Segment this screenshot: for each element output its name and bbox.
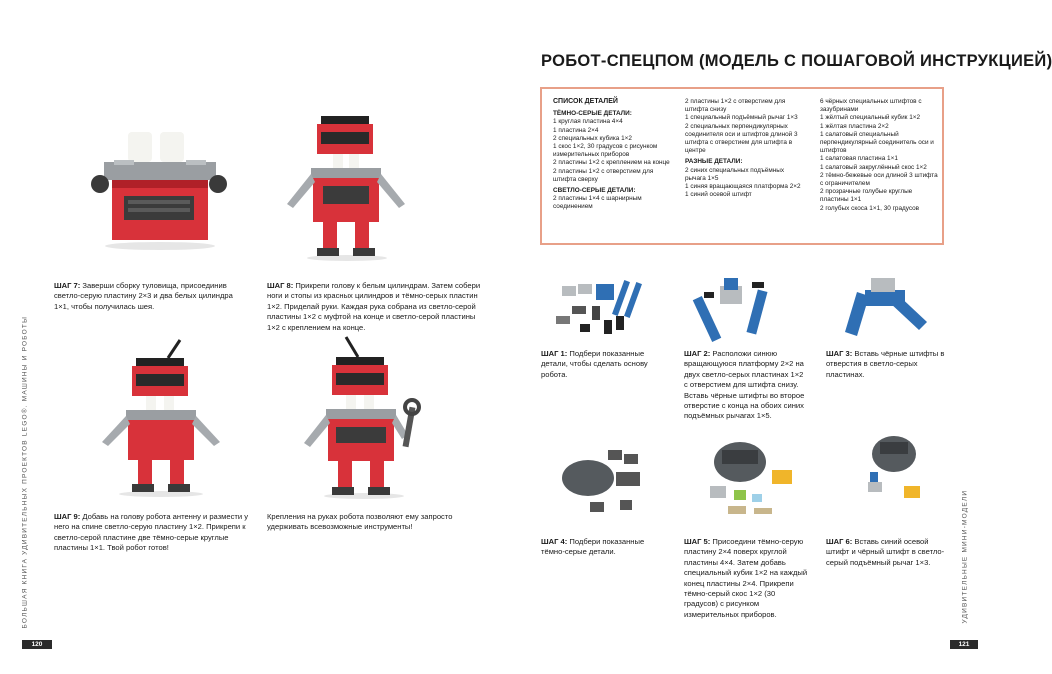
- step4-text: [541, 537, 661, 558]
- step8-image: [283, 112, 411, 262]
- step1-text: [541, 349, 661, 380]
- step8-text: [267, 281, 482, 333]
- parts-item: 1 скос 1×2, 30 градусов с рисунком измерительных приборов: [553, 143, 658, 159]
- left-side-label: БОЛЬШАЯ КНИГА УДИВИТЕЛЬНЫХ ПРОЕКТОВ LEGO®. МАШИНЫ И РОБОТЫ: [21, 315, 29, 629]
- step4-image: [560, 444, 660, 524]
- parts-item: 1 синяя вращающаяся платформа 2×2: [685, 183, 801, 191]
- step8-body: Прикрепи голову к белым цилиндрам. Затем собери ноги и стопы из красных цилиндров и тёмно-серых пластин 1×2. Приделай руки. Каждая рука собрана из светло-серой пластины 1×2 с муфтой на конце и светло-серой пластины 1×2 с креплением на конце.: [267, 281, 481, 332]
- parts-item: 1 жёлтый специальный кубик 1×2: [820, 114, 921, 122]
- parts-heading-light-gray: СВЕТЛО-СЕРЫЕ ДЕТАЛИ:: [553, 187, 636, 195]
- wrench-caption-text: Крепления на руках робота позволяют ему запросто удерживать всевозможные инструменты!: [267, 512, 453, 532]
- step6-text: [826, 537, 946, 568]
- step3-label: ШАГ 3:: [826, 349, 853, 358]
- parts-heading-misc: РАЗНЫЕ ДЕТАЛИ:: [685, 158, 743, 166]
- parts-item: 2 пластины 1×2 с отверстием для штифта сверху: [553, 167, 654, 183]
- step5-body: Присоедини тёмно-серую пластину 2×4 поверх круглой пластины 4×4. Затем добавь специальный кубик 1×2 на каждый конец пластины 2×4. Прикрепи тёмно-серый скос 1×2 (30 градусов) с рисунком измерительных приборов.: [684, 537, 808, 619]
- step2-label: ШАГ 2:: [684, 349, 711, 358]
- step7-image: [90, 118, 230, 253]
- step9-label: ШАГ 9:: [54, 512, 81, 521]
- step3-text: [826, 349, 946, 380]
- parts-item: 2 пластины 1×2 с отверстием для штифта снизу: [685, 98, 786, 114]
- step6-image: [858, 430, 938, 510]
- parts-item: 2 пластины 1×2 с креплением на конце: [553, 159, 670, 167]
- parts-heading-dark-gray: ТЁМНО-СЕРЫЕ ДЕТАЛИ:: [553, 110, 632, 118]
- step5-image: [698, 436, 803, 526]
- step7-text: [54, 281, 244, 312]
- step4-label: ШАГ 4:: [541, 537, 568, 546]
- parts-col-3: [820, 98, 938, 213]
- parts-item: 1 пластина 2×4: [553, 126, 599, 134]
- step8-label: ШАГ 8:: [267, 281, 294, 290]
- step2-text: [684, 349, 809, 422]
- parts-col-1: [553, 98, 673, 212]
- step7-body: Заверши сборку туловища, присоединив светло-серую пластину 2×3 и два белых цилиндра 1×1, чтобы получилась шея.: [54, 281, 233, 311]
- parts-item: 2 синих специальных подъёмных рычага 1×5: [685, 166, 785, 182]
- step9-body: Добавь на голову робота антенну и размести у него на спине светло-серую пластину 1×2. Прикрепи к светло-серой пластине две тёмно-серые круглые пластины 1×1. Твой робот готов!: [54, 512, 249, 553]
- parts-item: 2 специальных перпендикулярных соединителя оси и штифтов длиной 3 штифта с отверстием для штифта в центре: [685, 122, 798, 155]
- parts-item: 1 специальный подъёмный рычаг 1×3: [685, 114, 798, 122]
- parts-list-box: [540, 87, 944, 245]
- parts-item: 1 салатовый специальный перпендикулярный соединитель оси и штифтов: [820, 130, 934, 155]
- right-side-label: УДИВИТЕЛЬНЫЕ МИНИ-МОДЕЛИ: [961, 489, 969, 624]
- step3-image: [835, 272, 935, 342]
- step3-body: Вставь чёрные штифты в отверстия в светло-серых пластинах.: [826, 349, 945, 379]
- step5-text: [684, 537, 809, 620]
- step9-image: [96, 338, 226, 498]
- parts-item: 2 тёмно-бежевые оси длиной 3 штифта с ограничителем: [820, 171, 938, 188]
- step1-label: ШАГ 1:: [541, 349, 568, 358]
- step6-label: ШАГ 6:: [826, 537, 853, 546]
- parts-item: 2 специальных кубика 1×2: [553, 134, 632, 142]
- step5-label: ШАГ 5:: [684, 537, 711, 546]
- parts-item: 1 жёлтая пластина 2×2: [820, 122, 889, 130]
- parts-item: 2 прозрачные голубые круглые пластины 1×1: [820, 188, 913, 204]
- wrench-caption: [267, 512, 467, 533]
- step9-text: [54, 512, 254, 554]
- parts-heading: СПИСОК ДЕТАЛЕЙ: [553, 98, 618, 105]
- left-page-number: 120: [22, 640, 52, 649]
- parts-item: 1 салатовый закруглённый скос 1×2: [820, 163, 927, 171]
- parts-item: 1 салатовая пластина 1×1: [820, 155, 898, 163]
- parts-col-2: [685, 98, 805, 199]
- step1-image: [552, 276, 662, 346]
- step1-body: Подбери показанные детали, чтобы сделать основу робота.: [541, 349, 648, 379]
- step7-label: ШАГ 7:: [54, 281, 81, 290]
- parts-item: 2 пластины 1×4 с шарнирным соединением: [553, 195, 642, 211]
- parts-item: 2 голубых скоса 1×1, 30 градусов: [820, 204, 920, 212]
- parts-item: 1 синий осевой штифт: [685, 191, 752, 199]
- right-page-number: 121: [950, 640, 978, 649]
- parts-item: 6 чёрных специальных штифтов с зазубринами: [820, 98, 922, 114]
- step6-body: Вставь синий осевой штифт и чёрный штифт в светло-серый подъёмный рычаг 1×3.: [826, 537, 945, 567]
- step2-body: Расположи синюю вращающуюся платформу 2×2 на двух светло-серых пластинах 1×2 с отверстием для штифта снизу. Вставь чёрные штифты во второе отверстие с конца на обоих синих подъёмных рычагах 1×5.: [684, 349, 805, 421]
- step2-image: [690, 272, 790, 342]
- page-title: РОБОТ-СПЕЦПОМ (МОДЕЛЬ С ПОШАГОВОЙ ИНСТРУКЦИЕЙ): [541, 52, 1052, 70]
- step4-body: Подбери показанные тёмно-серые детали.: [541, 537, 645, 557]
- robot-with-wrench-image: [296, 335, 436, 500]
- parts-item: 1 круглая пластина 4×4: [553, 118, 623, 126]
